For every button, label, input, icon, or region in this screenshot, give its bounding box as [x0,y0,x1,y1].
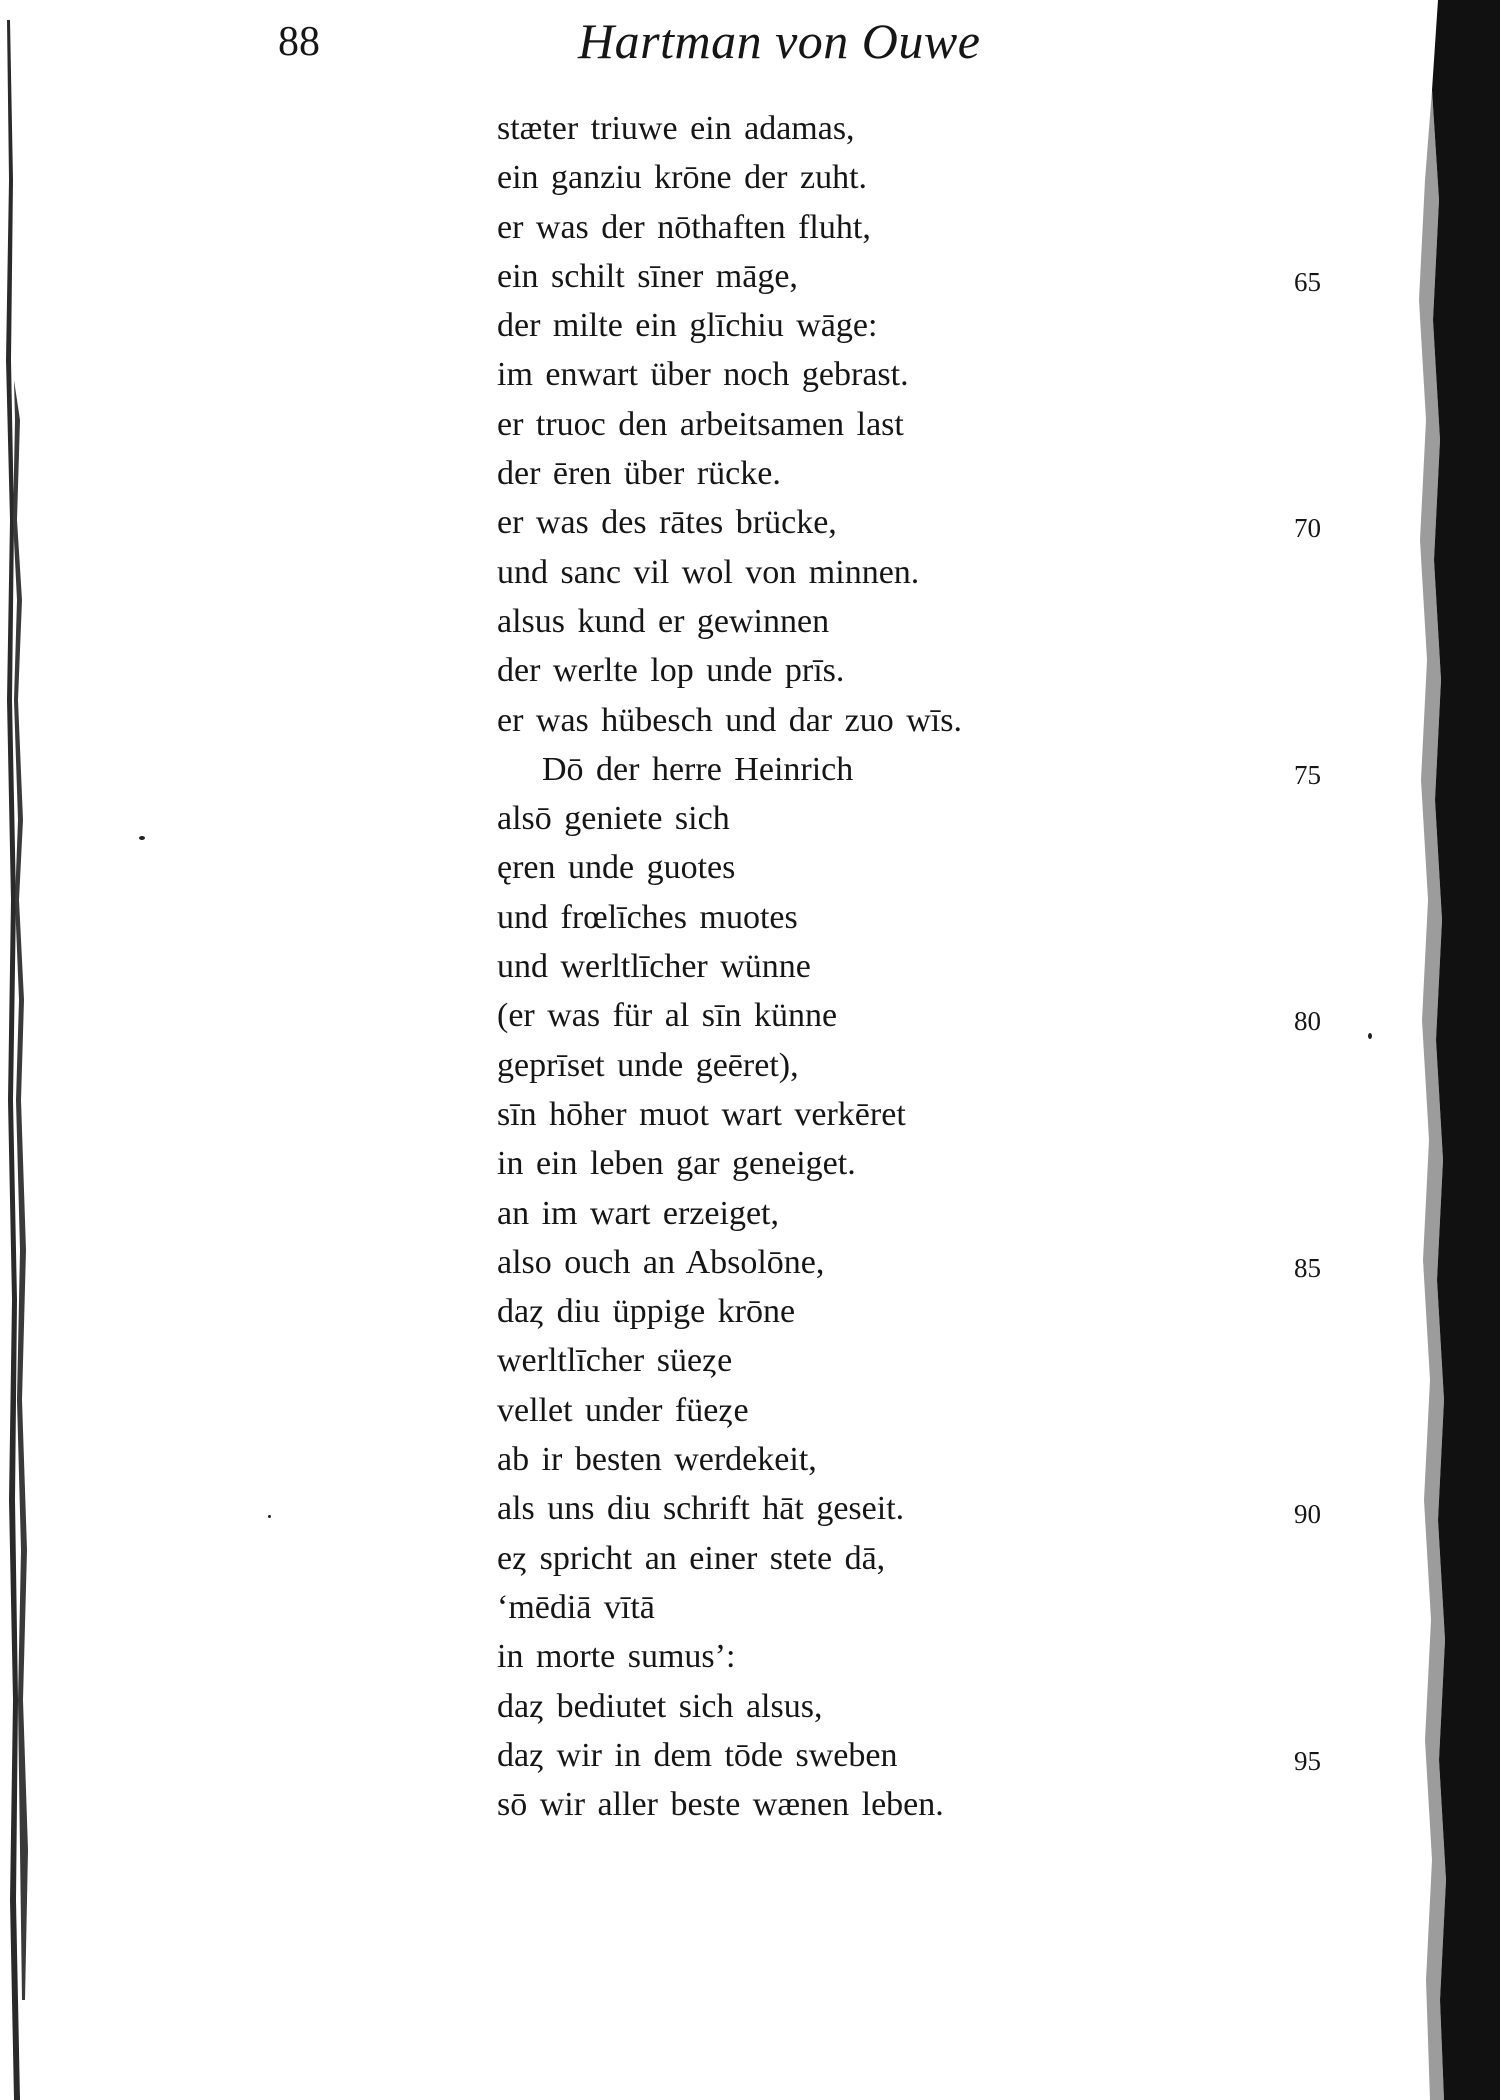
verse-line [497,1090,1397,1139]
line-number: 85 [1294,1252,1321,1283]
verse-text: daȥ wir in dem tōde sweben [497,1736,898,1774]
verse-line [497,745,1397,794]
verse-line [497,203,1397,252]
scan-speck [139,836,145,840]
running-title: Hartman von Ouwe [578,13,981,69]
verse-text: in ein leben gar geneiget. [497,1145,856,1183]
verse-text: vellet under füeȥe [497,1391,749,1429]
left-page-edge-shadow [4,0,42,2100]
verse-text: daȥ bediutet sich alsus, [497,1687,823,1725]
verse-text: Dō der herre Heinrich [542,750,854,788]
verse-line [497,548,1397,597]
verse-text: in morte sumus’: [497,1638,736,1676]
verse-text: also ouch an Absolōne, [497,1243,825,1281]
verse-text: ein ganziu krōne der zuht. [497,159,868,197]
verse-text: er was der nōthaften fluht, [497,208,871,246]
verse-line [497,1435,1397,1484]
verse-line [497,153,1397,202]
verse-text: daȥ diu üppige krōne [497,1293,796,1331]
scan-speck [268,1515,271,1518]
verse-text: sō wir aller beste wænen leben. [497,1786,944,1824]
verse-line [497,1386,1397,1435]
verse-line [497,991,1397,1040]
verse-text: (er was für al sīn künne [497,997,838,1035]
verse-line [497,1484,1397,1533]
verse-line [497,893,1397,942]
line-number: 75 [1294,759,1321,790]
verse-line [497,498,1397,547]
verse-text: ęren unde guotes [497,849,736,887]
line-number: 95 [1294,1745,1321,1776]
verse-text: werltlīcher süeȥe [497,1342,733,1380]
verse-line [497,449,1397,498]
verse-line [497,400,1397,449]
line-number: 80 [1294,1006,1321,1037]
verse-text: stæter triuwe ein adamas, [497,110,855,147]
verse-text: der werlte lop unde prīs. [497,652,845,690]
verse-line [497,1041,1397,1090]
verse-text: geprīset unde geēret), [497,1046,799,1084]
verse-text: sīn hōher muot wart verkēret [497,1095,906,1133]
verse-line [497,843,1397,892]
verse-line [497,252,1397,301]
line-number: 70 [1294,513,1321,544]
verse-line [497,646,1397,695]
verse-line [497,1780,1397,1829]
verse-line [497,696,1397,745]
verse-line [497,1583,1397,1632]
verse-text: ab ir besten werdekeit, [497,1441,817,1479]
verse-line [497,1139,1397,1188]
verse-text: an im wart erzeiget, [497,1194,779,1232]
verse-line [497,942,1397,991]
verse-text: der ēren über rücke. [497,455,781,493]
verse-text: er was des rātes brücke, [497,504,837,542]
verse-text: und werltlīcher wünne [497,948,811,986]
page-number: 88 [278,19,320,65]
verse-line [497,350,1397,399]
verse-line [497,1632,1397,1681]
line-number: 65 [1294,266,1321,297]
verse-line [497,1534,1397,1583]
verse-text: und frœlīches muotes [497,898,798,936]
verse-text: ‘mēdiā vītā [497,1588,655,1626]
verse-text: als uns diu schrift hāt geseit. [497,1490,905,1528]
verse-line [497,1731,1397,1780]
poem-text [497,104,1397,1829]
verse-text: eȥ spricht an einer stete dā, [497,1539,886,1577]
verse-line [497,1189,1397,1238]
verse-text: und sanc vil wol von minnen. [497,553,920,591]
verse-text: alsō geniete sich [497,800,730,838]
verse-line [497,301,1397,350]
verse-text: ein schilt sīner māge, [497,257,798,295]
line-number: 90 [1294,1499,1321,1530]
verse-text: alsus kund er gewinnen [497,602,830,640]
verse-line [497,794,1397,843]
verse-line [497,104,1397,153]
verse-line [497,1682,1397,1731]
verse-line [497,1336,1397,1385]
verse-text: er truoc den arbeitsamen last [497,405,904,443]
verse-text: er was hübesch und dar zuo wīs. [497,701,962,739]
right-page-edge-shadow [1410,0,1500,2100]
verse-text: der milte ein glīchiu wāge: [497,307,878,345]
verse-text: im enwart über noch gebrast. [497,356,909,394]
verse-line [497,597,1397,646]
verse-line [497,1238,1397,1287]
verse-line [497,1287,1397,1336]
